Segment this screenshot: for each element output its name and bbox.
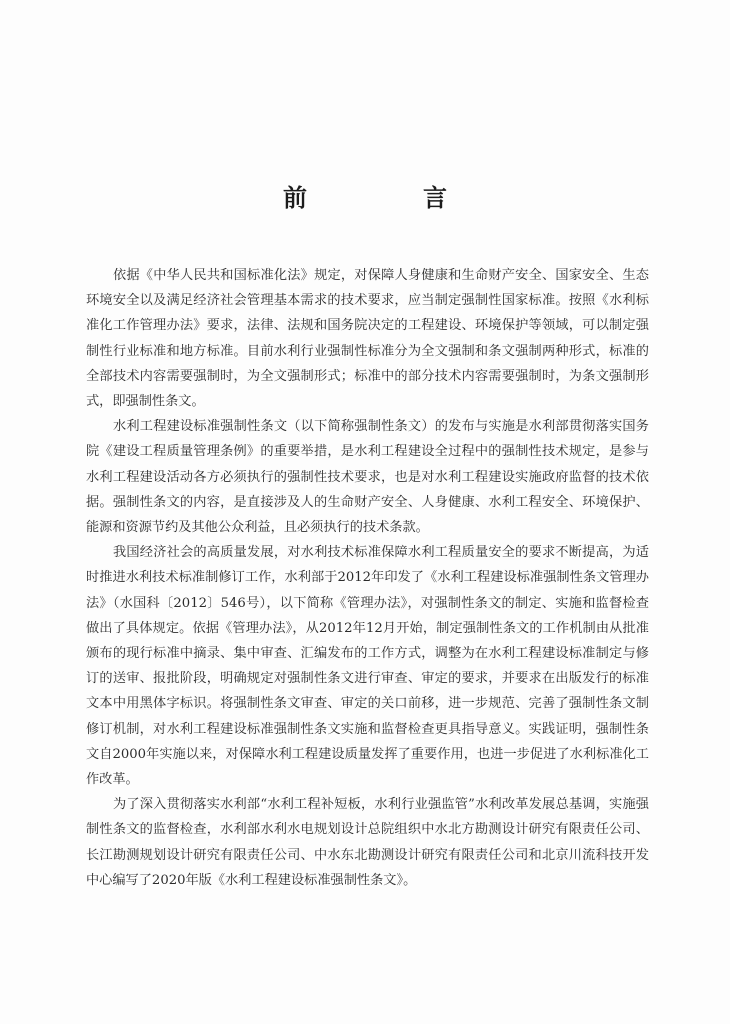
paragraph-1: 依据《中华人民共和国标准化法》规定，对保障人身健康和生命财产安全、国家安全、生态环境安全以及满足经济社会管理基本需求的技术要求，应当制定强制性国家标准。按照《水利标准化工作管理办法》要求，法律、法规和国务院决定的工程建设、环境保护等领域，可以制定强制性行业标准和地方标准。目前水利行业强制性标准分为全文强制和条文强制两种形式，标准的全部技术内容需要强制时，为全文强制形式；标准中的部分技术内容需要强制时，为条文强制形式，即强制性条文。 [86,268,649,410]
paragraph-2: 水利工程建设标准强制性条文（以下简称强制性条文）的发布与实施是水利部贯彻落实国务院《建设工程质量管理条例》的重要举措，是水利工程建设全过程中的强制性技术规定，是参与水利工程建设活动各方必须执行的强制性技术要求，也是对水利工程建设实施政府监督的技术依据。强制性条文的内容，是直接涉及人的生命财产安全、人身健康、水利工程安全、环境保护、能源和资源节约及其他公众利益，且必须执行的技术条款。 [86,419,649,536]
page-title: 前 言 [283,184,493,212]
paragraph-3: 我国经济社会的高质量发展，对水利技术标准保障水利工程质量安全的要求不断提高，为适时推进水利技术标准制修订工作，水利部于2012年印发了《水利工程建设标准强制性条文管理办法》（水国科〔2012〕546号），以下简称《管理办法》，对强制性条文的制定、实施和监督检查做出了具体规定。依据《管理办法》，从2012年12月开始，制定强制性条文的工作机制由从批准颁布的现行标准中摘录、集中审查、汇编发布的工作方式，调整为在水利工程建设标准制定与修订的送审、报批阶段，明确规定对强制性条文进行审查、审定的要求，并要求在出版发行的标准文本中用黑体字标识。将强制性条文审查、审定的关口前移，进一步规范、完善了强制性条文制修订机制，对水利工程建设标准强制性条文实施和监督检查更具指导意义。实践证明，强制性条文自2000年实施以来，对保障水利工程建设质量发挥了重要作用，也进一步促进了水利标准化工作改革。 [86,545,649,788]
paragraph-4: 为了深入贯彻落实水利部“水利工程补短板，水利行业强监管”水利改革发展总基调，实施强制性条文的监督检查，水利部水利水电规划设计总院组织中水北方勘测设计研究有限责任公司、长江勘测规划设计研究有限责任公司、中水东北勘测设计研究有限责任公司和北京川流科技开发中心编写了2020年版《水利工程建设标准强制性条文》。 [86,797,649,888]
body-text [86,263,649,893]
